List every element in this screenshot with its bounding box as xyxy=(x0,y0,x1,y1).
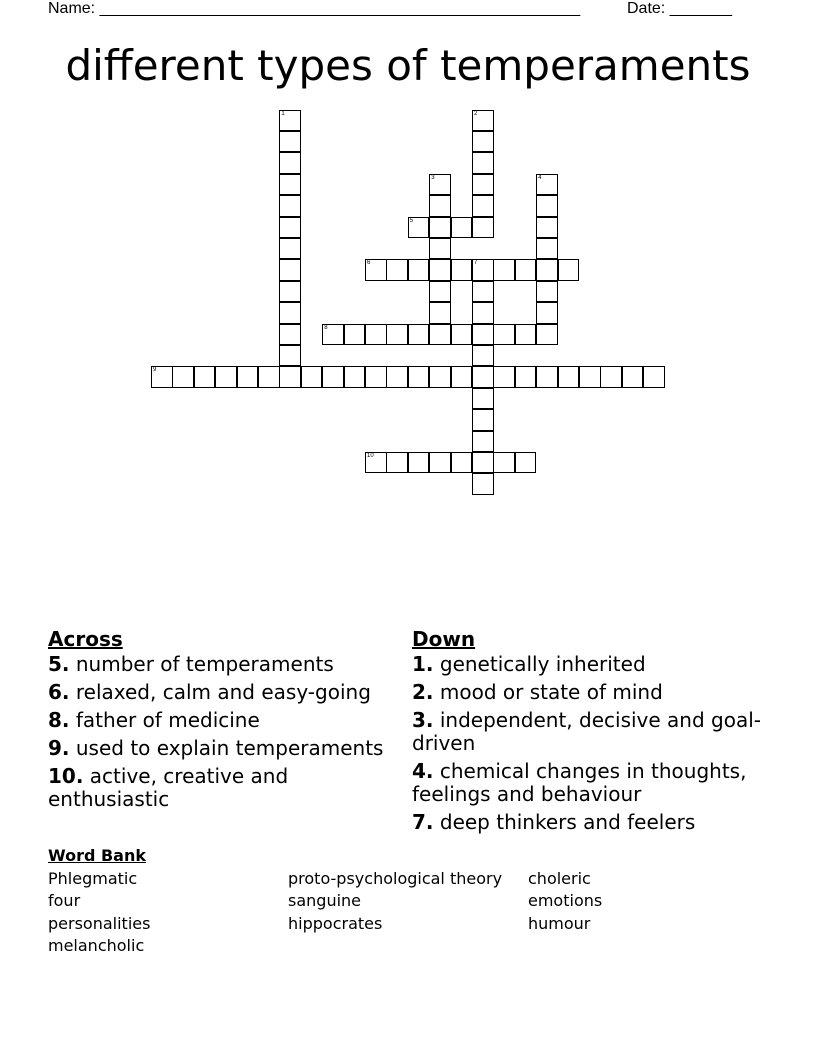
crossword-cell[interactable] xyxy=(279,324,301,346)
crossword-cell[interactable] xyxy=(451,452,473,474)
clue-across-8 xyxy=(48,709,398,732)
crossword-cell[interactable] xyxy=(536,238,558,260)
crossword-cell[interactable] xyxy=(472,409,494,431)
clue-number: 8. xyxy=(48,708,70,732)
crossword-cell[interactable] xyxy=(558,259,580,281)
crossword-cell[interactable] xyxy=(451,366,473,388)
crossword-cell[interactable] xyxy=(279,195,301,217)
crossword-cell[interactable] xyxy=(151,366,173,388)
crossword-cell[interactable] xyxy=(429,281,451,303)
clue-text: deep thinkers and feelers xyxy=(433,810,696,834)
crossword-cell[interactable] xyxy=(472,131,494,153)
word-bank-item: personalities xyxy=(48,913,151,933)
crossword-cell[interactable] xyxy=(536,302,558,324)
crossword-cell[interactable] xyxy=(515,259,537,281)
word-bank-item: Phlegmatic xyxy=(48,868,138,888)
clue-across-6 xyxy=(48,681,398,704)
crossword-cell[interactable] xyxy=(493,324,515,346)
crossword-cell[interactable] xyxy=(472,217,494,239)
crossword-cell[interactable] xyxy=(279,238,301,260)
crossword-cell[interactable] xyxy=(365,452,387,474)
crossword-cell[interactable] xyxy=(429,217,451,239)
word-bank-item: humour xyxy=(528,913,591,933)
word-bank-item: melancholic xyxy=(48,936,145,955)
crossword-cell[interactable] xyxy=(279,174,301,196)
clue-text: number of temperaments xyxy=(69,652,334,676)
crossword-cell[interactable] xyxy=(515,366,537,388)
clue-text: relaxed, calm and easy-going xyxy=(69,680,371,704)
crossword-cell[interactable] xyxy=(172,366,194,388)
cell-number: 4 xyxy=(538,174,542,181)
cell-number: 9 xyxy=(153,367,157,374)
crossword-cell[interactable] xyxy=(472,110,494,132)
crossword-cell[interactable] xyxy=(472,195,494,217)
clue-text: active, creative and enthusiastic xyxy=(48,764,289,811)
crossword-cell[interactable] xyxy=(279,302,301,324)
crossword-cell[interactable] xyxy=(429,174,451,196)
crossword-cell[interactable] xyxy=(472,345,494,367)
word-bank-heading: Word Bank xyxy=(48,846,147,865)
crossword-cell[interactable] xyxy=(429,195,451,217)
cell-number: 1 xyxy=(281,110,285,117)
crossword-cell[interactable] xyxy=(365,324,387,346)
crossword-cell[interactable] xyxy=(408,366,430,388)
word-bank xyxy=(48,845,768,958)
clue-text: father of medicine xyxy=(69,708,260,732)
crossword-cell[interactable] xyxy=(279,281,301,303)
crossword-cell[interactable] xyxy=(558,366,580,388)
clue-down-3 xyxy=(412,709,772,755)
crossword-cell[interactable] xyxy=(408,259,430,281)
crossword-cell[interactable] xyxy=(493,366,515,388)
crossword-cell[interactable] xyxy=(386,452,408,474)
crossword-cell[interactable] xyxy=(472,473,494,495)
word-bank-item: hippocrates xyxy=(288,913,383,933)
crossword-cell[interactable] xyxy=(579,366,601,388)
crossword-cell[interactable] xyxy=(472,431,494,453)
crossword-cell[interactable] xyxy=(429,324,451,346)
crossword-cell[interactable] xyxy=(536,324,558,346)
clue-number: 10. xyxy=(48,764,84,788)
crossword-cell[interactable] xyxy=(429,259,451,281)
clue-number: 4. xyxy=(412,759,434,783)
word-bank-item: emotions xyxy=(528,891,603,910)
clue-across-10 xyxy=(48,765,398,811)
crossword-cell[interactable] xyxy=(451,324,473,346)
crossword-cell[interactable] xyxy=(386,324,408,346)
crossword-cell[interactable] xyxy=(429,238,451,260)
crossword-cell[interactable] xyxy=(536,174,558,196)
crossword-cell[interactable] xyxy=(279,152,301,174)
crossword-cell[interactable] xyxy=(301,366,323,388)
crossword-cell[interactable] xyxy=(536,259,558,281)
crossword-cell[interactable] xyxy=(408,452,430,474)
crossword-cell[interactable] xyxy=(643,366,665,388)
clue-text: used to explain temperaments xyxy=(69,736,384,760)
down-clues xyxy=(412,628,772,839)
cell-number: 7 xyxy=(474,260,478,267)
cell-number: 2 xyxy=(474,110,478,117)
clue-number: 2. xyxy=(412,680,434,704)
crossword-cell[interactable] xyxy=(600,366,622,388)
clue-across-5 xyxy=(48,653,398,676)
crossword-cell[interactable] xyxy=(194,366,216,388)
clue-number: 7. xyxy=(412,810,434,834)
crossword-cell[interactable] xyxy=(429,302,451,324)
cell-number: 10 xyxy=(367,452,374,459)
clue-number: 3. xyxy=(412,708,434,732)
crossword-cell[interactable] xyxy=(429,452,451,474)
page-title: different types of temperaments xyxy=(65,41,751,90)
clue-down-2 xyxy=(412,681,772,704)
crossword-cell[interactable] xyxy=(451,217,473,239)
crossword-cell[interactable] xyxy=(472,366,494,388)
crossword-cell[interactable] xyxy=(515,452,537,474)
crossword-cell[interactable] xyxy=(493,259,515,281)
crossword-cell[interactable] xyxy=(408,324,430,346)
cell-number: 5 xyxy=(409,217,414,224)
crossword-cell[interactable] xyxy=(472,174,494,196)
crossword-cell[interactable] xyxy=(279,259,301,281)
crossword-cell[interactable] xyxy=(472,452,494,474)
crossword-cell[interactable] xyxy=(536,195,558,217)
crossword-cell[interactable] xyxy=(344,324,366,346)
crossword-cell[interactable] xyxy=(386,366,408,388)
down-heading: Down xyxy=(412,627,476,651)
crossword-cell[interactable] xyxy=(472,259,494,281)
clue-text: chemical changes in thoughts, feelings and behaviour xyxy=(412,759,747,806)
name-field-label[interactable]: Name: ______________________________________________________ xyxy=(48,0,581,17)
clue-across-9 xyxy=(48,737,398,760)
crossword-grid xyxy=(0,0,816,520)
crossword-cell[interactable] xyxy=(279,366,301,388)
crossword-cell[interactable] xyxy=(472,388,494,410)
crossword-cell[interactable] xyxy=(408,217,430,239)
clue-number: 9. xyxy=(48,736,70,760)
crossword-cell[interactable] xyxy=(279,345,301,367)
date-field-label[interactable]: Date: _______ xyxy=(627,0,732,17)
crossword-cell[interactable] xyxy=(365,366,387,388)
crossword-cell[interactable] xyxy=(451,259,473,281)
crossword-cell[interactable] xyxy=(344,366,366,388)
crossword-cell[interactable] xyxy=(279,110,301,132)
cell-number: 6 xyxy=(367,260,371,267)
clue-text: mood or state of mind xyxy=(433,680,663,704)
word-bank-item: proto-psychological theory xyxy=(288,868,503,888)
crossword-cell[interactable] xyxy=(536,217,558,239)
clue-number: 1. xyxy=(412,652,434,676)
word-bank-item: four xyxy=(48,891,81,910)
word-bank-item: choleric xyxy=(528,868,591,888)
crossword-cell[interactable] xyxy=(472,281,494,303)
crossword-cell[interactable] xyxy=(365,259,387,281)
crossword-cell[interactable] xyxy=(515,324,537,346)
crossword-cell[interactable] xyxy=(322,366,344,388)
crossword-cell[interactable] xyxy=(493,452,515,474)
word-bank-item: sanguine xyxy=(288,891,362,910)
cell-number: 3 xyxy=(431,174,435,181)
across-clues xyxy=(48,628,398,816)
clue-number: 5. xyxy=(48,652,70,676)
crossword-cell[interactable] xyxy=(279,131,301,153)
crossword-cell[interactable] xyxy=(472,152,494,174)
clue-number: 6. xyxy=(48,680,70,704)
crossword-cell[interactable] xyxy=(279,217,301,239)
crossword-cell[interactable] xyxy=(215,366,237,388)
crossword-cell[interactable] xyxy=(237,366,259,388)
crossword-cell[interactable] xyxy=(536,281,558,303)
crossword-cell[interactable] xyxy=(429,366,451,388)
clue-down-4 xyxy=(412,760,772,806)
crossword-cell[interactable] xyxy=(622,366,644,388)
clue-down-7 xyxy=(412,811,772,834)
word-bank-list xyxy=(48,868,768,958)
crossword-cell[interactable] xyxy=(322,324,344,346)
crossword-cell[interactable] xyxy=(258,366,280,388)
crossword-cell[interactable] xyxy=(536,366,558,388)
across-heading: Across xyxy=(48,627,123,651)
crossword-cell[interactable] xyxy=(472,324,494,346)
crossword-cell[interactable] xyxy=(386,259,408,281)
crossword-cell[interactable] xyxy=(472,302,494,324)
cell-number: 8 xyxy=(324,324,328,331)
clue-down-1 xyxy=(412,653,772,676)
clue-text: genetically inherited xyxy=(433,652,646,676)
clue-text: independent, decisive and goal-driven xyxy=(412,708,761,755)
